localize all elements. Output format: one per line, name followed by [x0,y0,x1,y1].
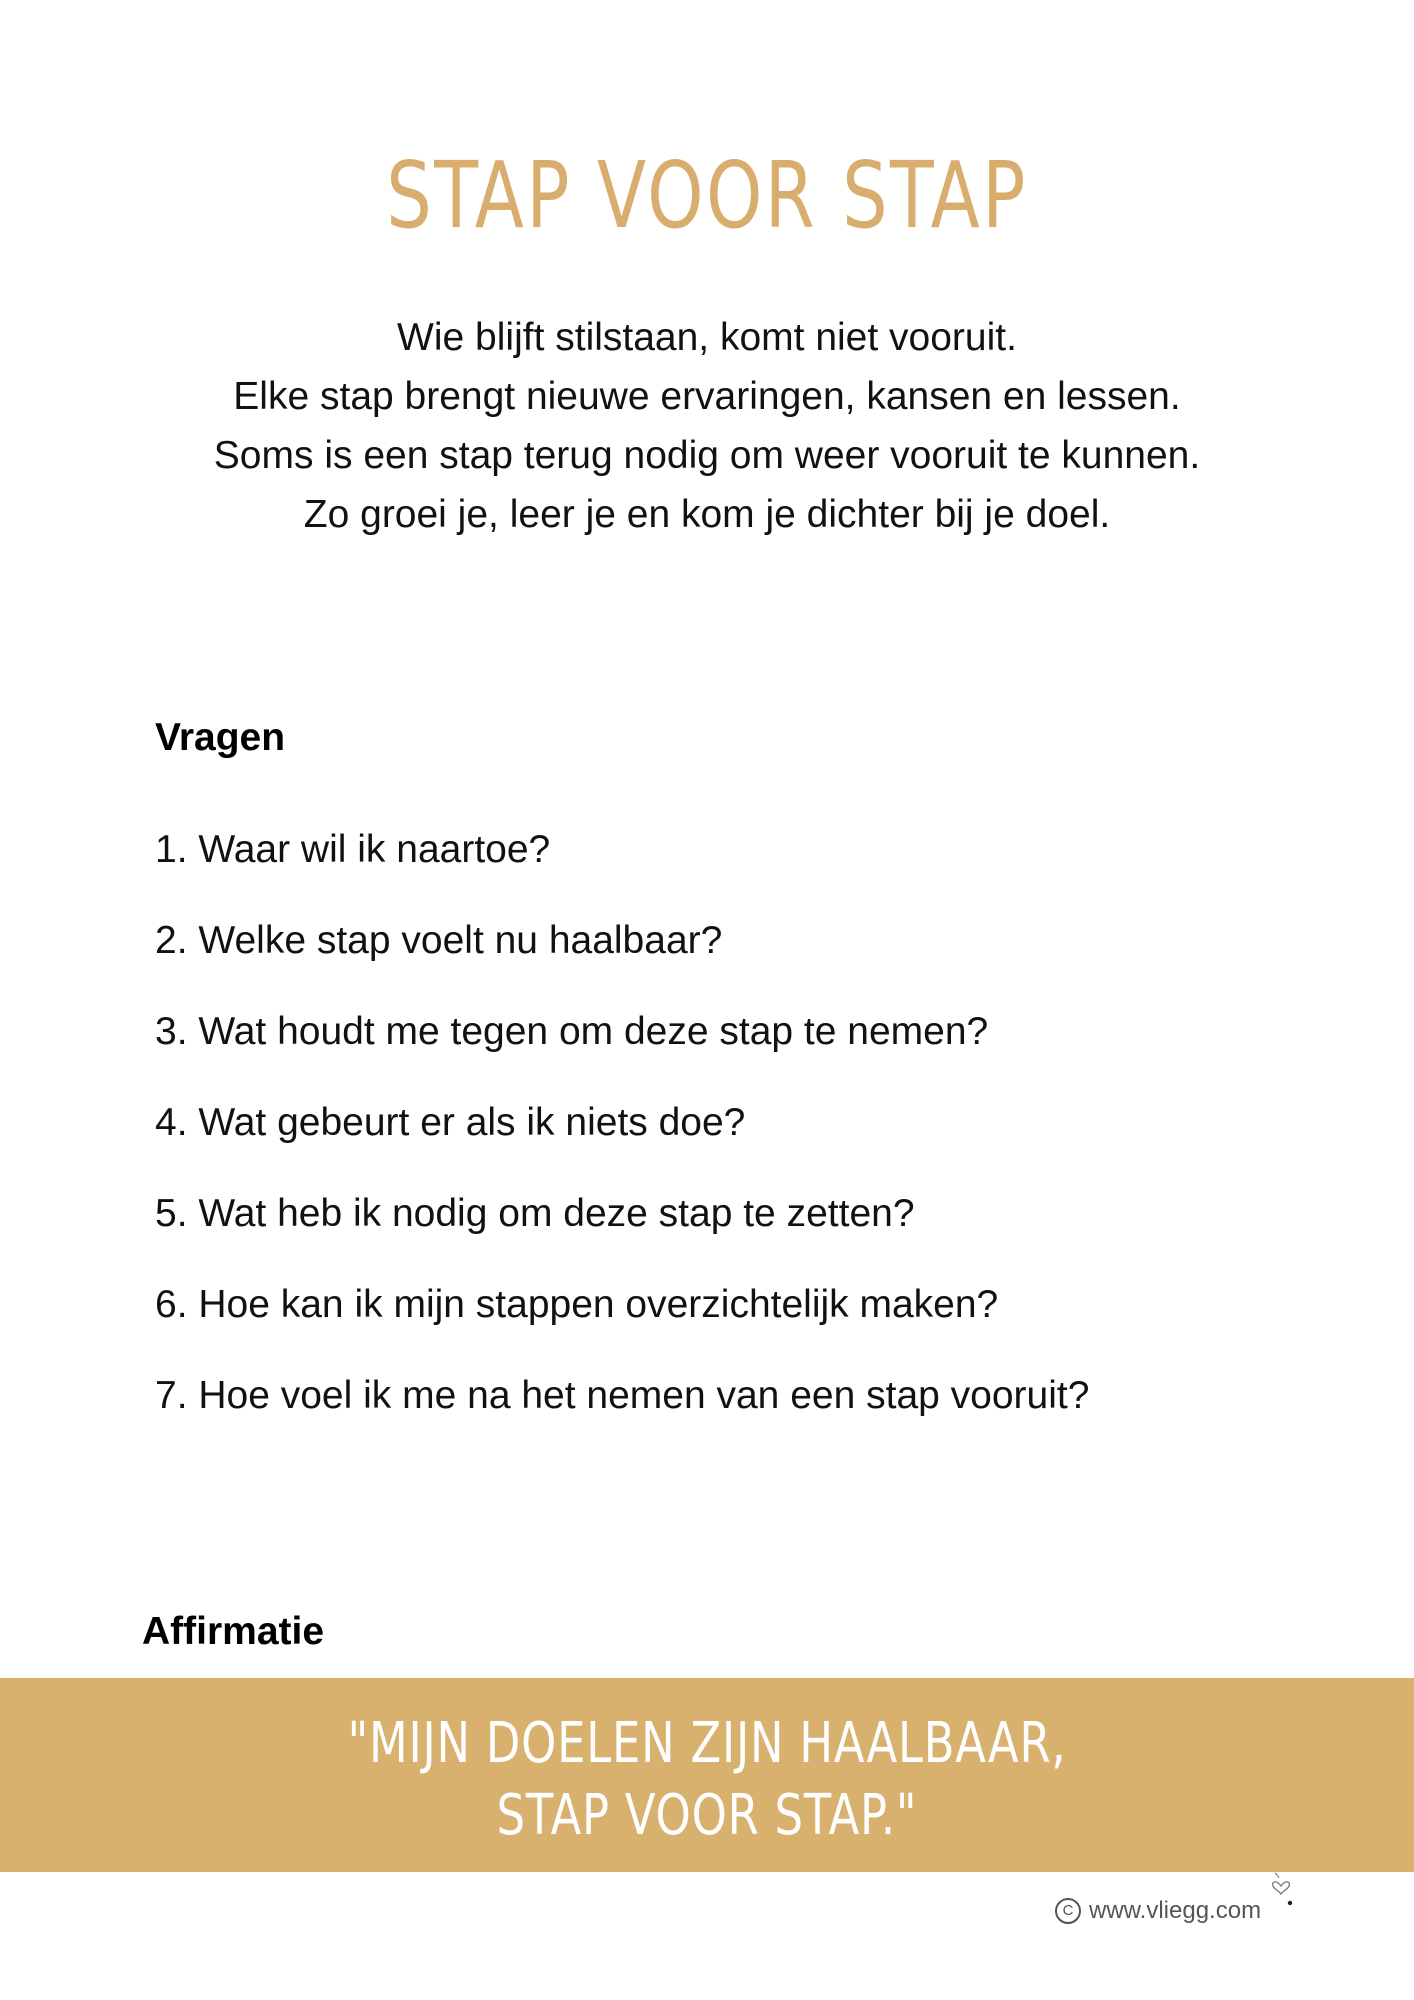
question-item: 5. Wat heb ik nodig om deze stap te zetten? [155,1192,915,1235]
affirmation-line: STAP VOOR STAP." [496,1783,918,1848]
question-item: 4. Wat gebeurt er als ik niets doe? [155,1101,746,1144]
questions-heading: Vragen [155,716,286,759]
questions-list [155,830,1089,1467]
page-title: STAP VOOR STAP [386,142,1028,249]
intro-line: Soms is een stap terug nodig om weer vooruit te kunnen. [213,434,1201,477]
intro-line: Elke stap brengt nieuwe ervaringen, kansen en lessen. [233,375,1181,418]
intro-line: Zo groei je, leer je en kom je dichter bij je doel. [303,493,1111,536]
affirmation-banner [0,1678,1414,1872]
question-item: 1. Waar wil ik naartoe? [155,828,551,871]
question-item: 6. Hoe kan ik mijn stappen overzichtelijk maken? [155,1283,999,1326]
affirmation-line: "MIJN DOELEN ZIJN HAALBAAR, [347,1711,1067,1776]
affirmation-heading: Affirmatie [142,1610,325,1653]
website-link[interactable]: www.vliegg.com [1089,1897,1262,1924]
question-item: 3. Wat houdt me tegen om deze stap te nemen? [155,1010,989,1053]
heart-logo-icon [1268,1872,1294,1908]
intro-paragraph [0,308,1414,544]
question-item: 2. Welke stap voelt nu haalbaar? [155,919,723,962]
intro-line: Wie blijft stilstaan, komt niet vooruit. [397,316,1017,359]
footer-credit [1055,1897,1261,1925]
affirmation-quote [141,1708,1272,1852]
question-item: 7. Hoe voel ik me na het nemen van een stap vooruit? [155,1374,1090,1417]
copyright-icon: C [1055,1898,1081,1924]
